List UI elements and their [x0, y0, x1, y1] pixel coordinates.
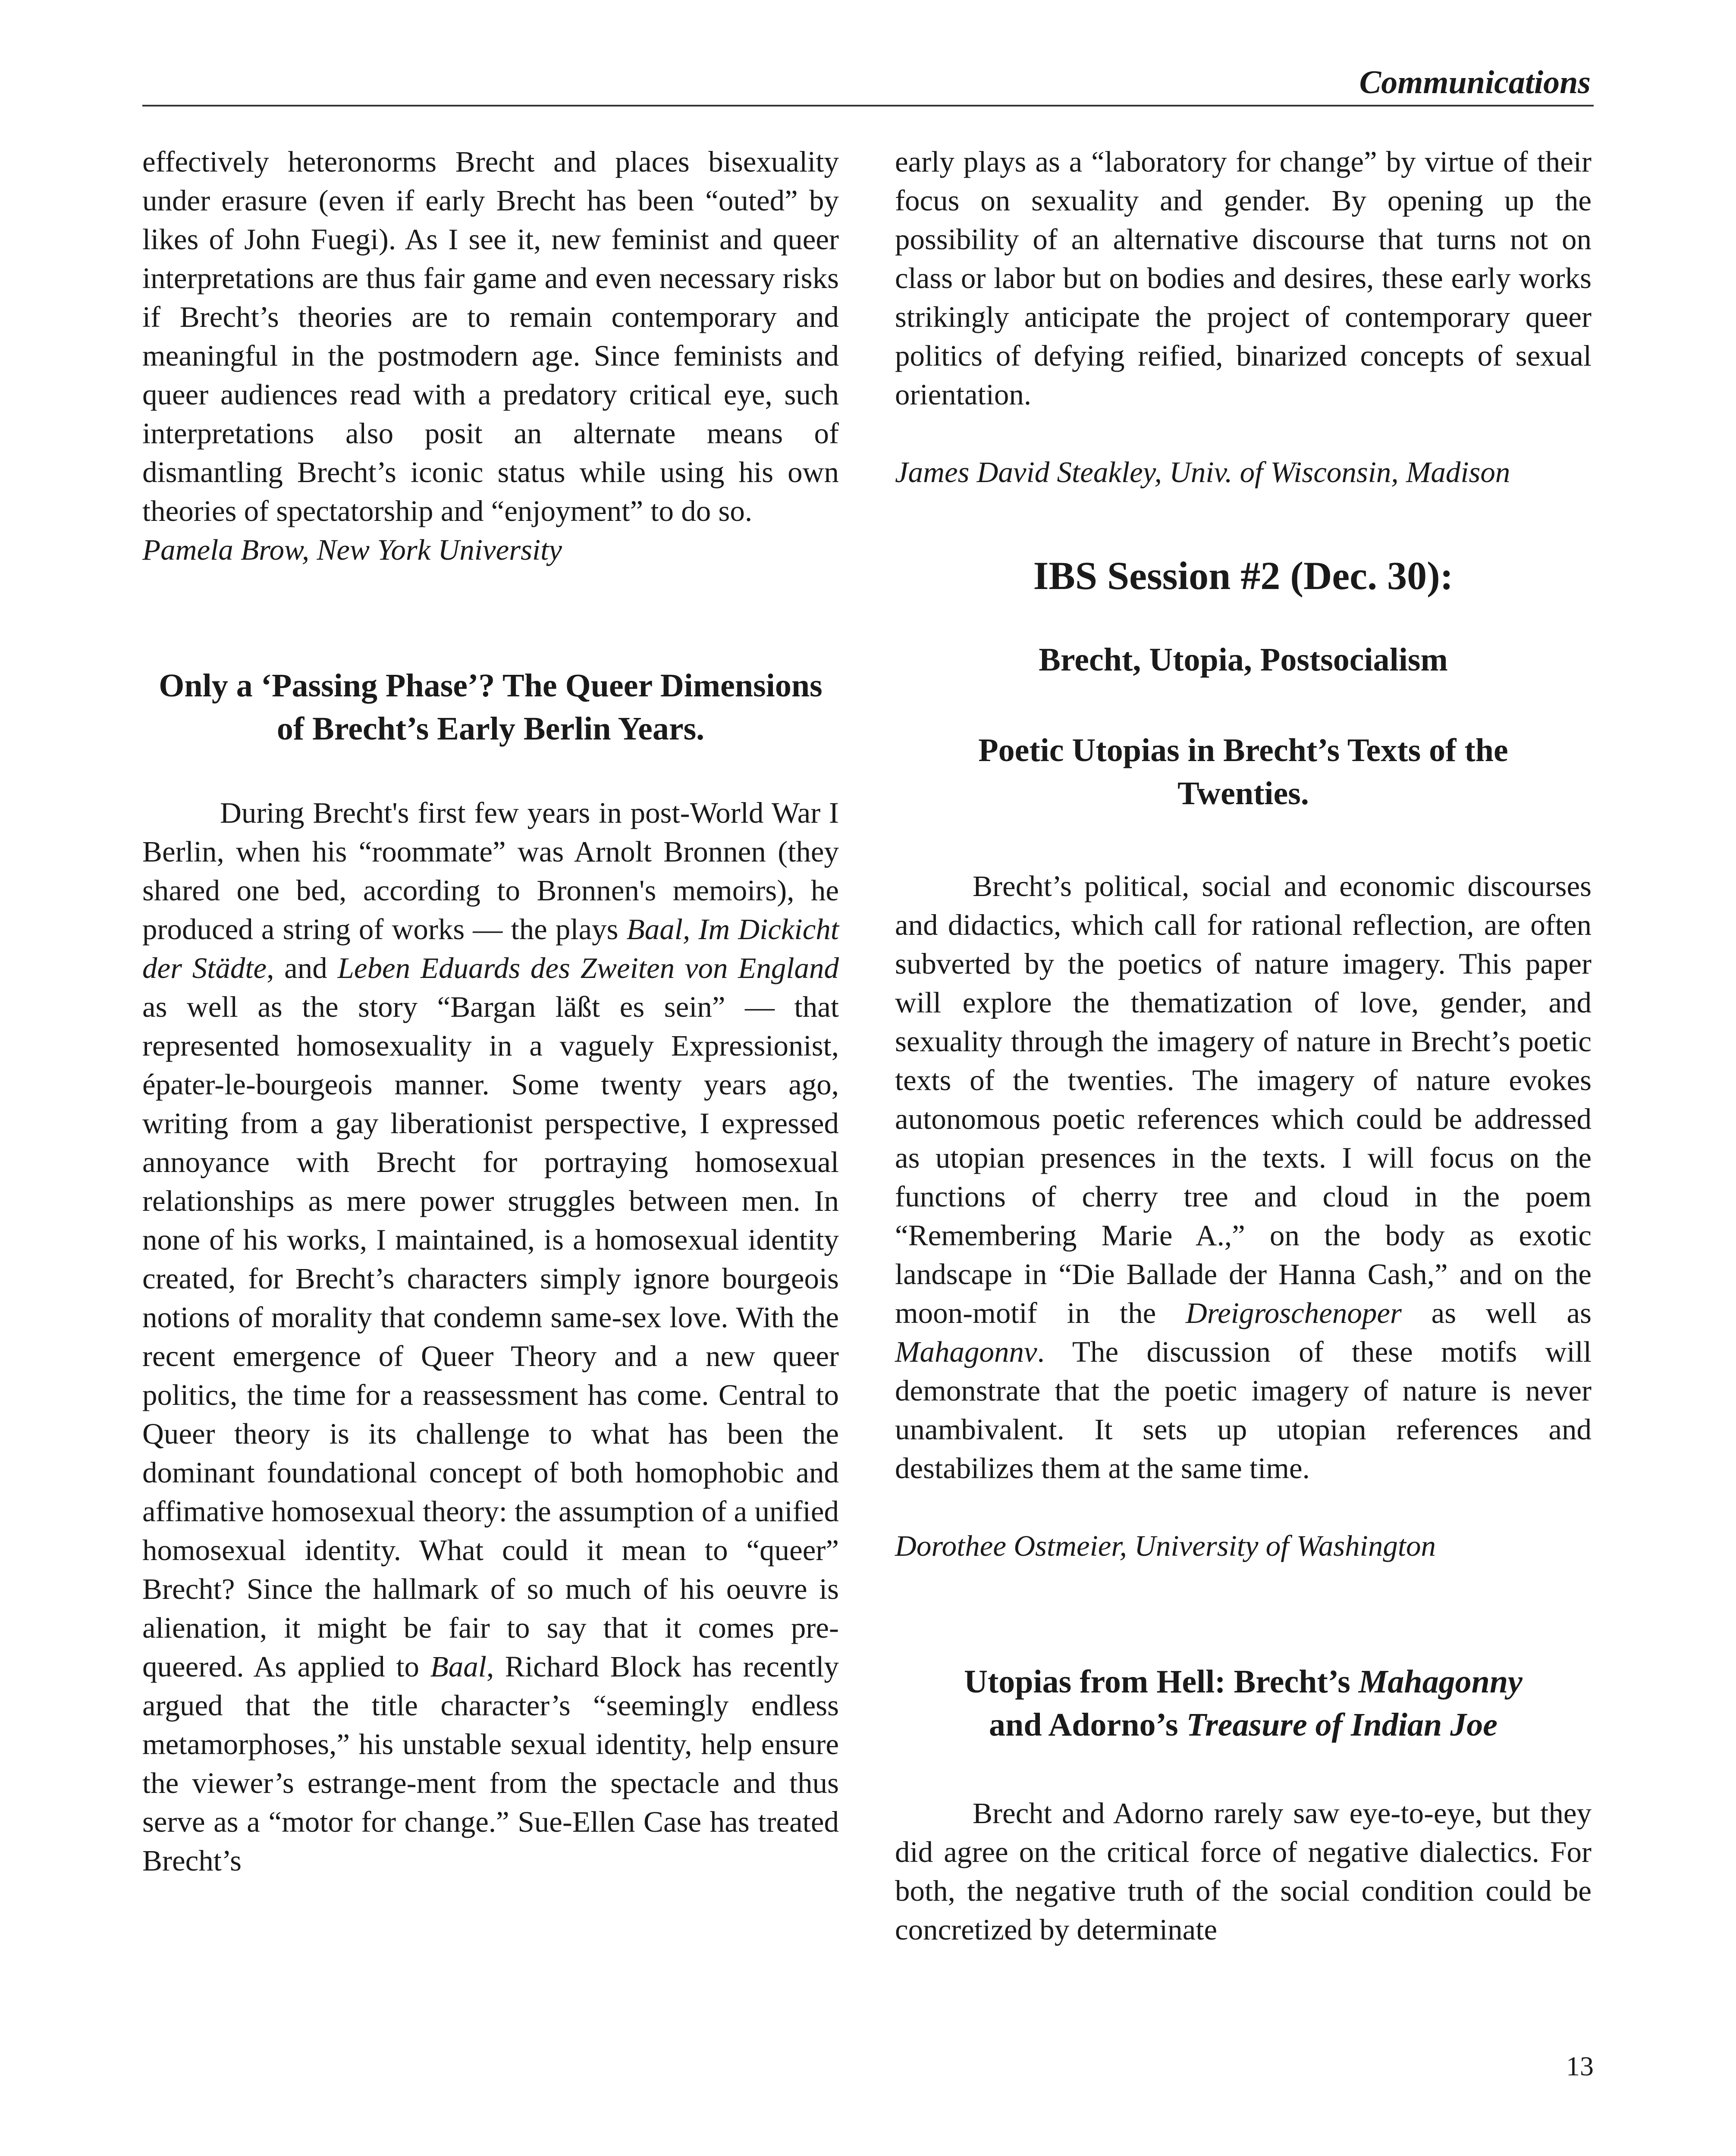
paragraph-text: , Richard Block has recently argued that the title character’s “seemingly endless metamorphoses,” his unstable sexual identity, help ensure the viewer’s estrange-ment from the spectacle and thus serve as a “motor for change.” Sue-Ellen Case has treated Brecht’s — [142, 1650, 839, 1877]
byline-dorothee-ostmeier: Dorothee Ostmeier, University of Washington — [895, 1529, 1436, 1562]
title-italic: Treasure of Indian Joe — [1186, 1707, 1497, 1743]
work-title: Leben Eduards des Zweiten von England — [337, 952, 839, 984]
paragraph-text: as well as — [1401, 1297, 1592, 1329]
title-italic: Mahagonny — [1358, 1664, 1523, 1700]
continuation-text-left: effectively heteronorms Brecht and places bisexuality under erasure (even if early Brecht has been “outed” by likes of John Fuegi). As I see it, new feminist and queer interpretations are thus fair game and even necessary risks if Brecht’s theories are to remain contemporary and meaningful in the postmodern age. Since feminists and queer audiences read with a predatory critical eye, such interpretations also posit an alternate means of dismantling Brecht’s iconic status while using his own theories of spectatorship and “enjoyment” to do so. — [142, 145, 839, 527]
session-subtitle: Brecht, Utopia, Postsocialism — [1039, 642, 1448, 678]
work-title: Baal — [430, 1650, 487, 1683]
section-title-poetic-utopias: Poetic Utopias in Brecht’s Texts of the Twenties. — [978, 732, 1508, 812]
paragraph-utopias-from-hell: Brecht and Adorno rarely saw eye-to-eye, but they did agree on the critical force of negative dialectics. For both, the negative truth of the social condition could be concretized by determinate — [895, 1797, 1592, 1946]
paragraph-poetic-utopias — [895, 867, 1592, 1488]
left-column — [142, 142, 839, 1880]
paragraph-text: as well as the story “Bargan läßt es sein” — that represented homosexuality in a vaguely Expressionist, épater-le-bourgeois manner. Some twenty years ago, writing from a gay liberationist perspective, I expressed annoyance with Brecht for portraying homosexual relationships as mere power struggles between men. In none of his works, I maintained, is a homosexual identity created, for Brecht’s characters simply ignore bourgeois notions of morality that condemn same-sex love. With the recent emergence of Queer Theory and a new queer politics, the time for a reassessment has come. Central to Queer theory is its challenge to what has been the dominant foundational concept of both homophobic and affimative homosexual theory: the assumption of a unified homosexual identity. What could it mean to “queer” Brecht? Since the hallmark of so much of his oeuvre is alienation, it might be fair to say that it comes pre-queered. As applied to — [142, 990, 839, 1683]
paragraph-text: During Brecht's first few years in post-World War I Berlin, when his “roommate” was Arnolt Bronnen (they shared one bed, according to Bronnen's memoirs), he produced a string of works — the plays — [142, 796, 839, 946]
page-number: 13 — [1566, 2051, 1594, 2081]
title-text: and Adorno’s — [989, 1707, 1187, 1743]
header-rule — [142, 105, 1594, 107]
session-title: IBS Session #2 (Dec. 30): — [1033, 554, 1453, 598]
paragraph-queer-dimensions — [142, 793, 839, 1880]
paragraph-text: , and — [267, 952, 338, 984]
byline-pamela-brow: Pamela Brow, New York University — [142, 533, 562, 566]
section-title-passing-phase: Only a ‘Passing Phase’? The Queer Dimensions of Brecht’s Early Berlin Years. — [159, 667, 822, 747]
paragraph-text: Brecht’s political, social and economic discourses and didactics, which call for rational reflection, are often subverted by the poetics of nature imagery. This paper will explore the thematization of love, gender, and sexuality through the imagery of nature in Brecht’s poetic texts of the twenties. The imagery of nature evokes autonomous poetic references which could be addressed as utopian presences in the texts. I will focus on the functions of cherry tree and cloud in the poem “Remembering Marie A.,” on the body as exotic landscape in “Die Ballade der Hanna Cash,” and on the moon-motif in the — [895, 870, 1592, 1329]
work-title: Baal, Im Dickicht der Städte — [142, 913, 839, 984]
paragraph-text: . The discussion of these motifs will demonstrate that the poetic imagery of nature is never unambivalent. It sets up utopian references and destabilizes them at the same time. — [895, 1335, 1592, 1485]
title-text: Utopias from Hell: Brecht’s — [964, 1664, 1359, 1700]
byline-james-steakley: James David Steakley, Univ. of Wisconsin, Madison — [895, 456, 1510, 489]
continuation-text-right: early plays as a “laboratory for change” by virtue of their focus on sexuality and gender. By opening up the possibility of an alternative discourse that turns not on class or labor but on bodies and desires, these early works strikingly anticipate the project of contemporary queer politics of defying reified, binarized concepts of sexual orientation. — [895, 145, 1592, 411]
work-title: Dreigroschenoper — [1186, 1297, 1402, 1329]
work-title: Mahagonnv — [895, 1335, 1037, 1368]
right-column — [895, 142, 1592, 1949]
section-title-utopias-from-hell — [895, 1660, 1592, 1746]
running-header: Communications — [1359, 64, 1591, 100]
